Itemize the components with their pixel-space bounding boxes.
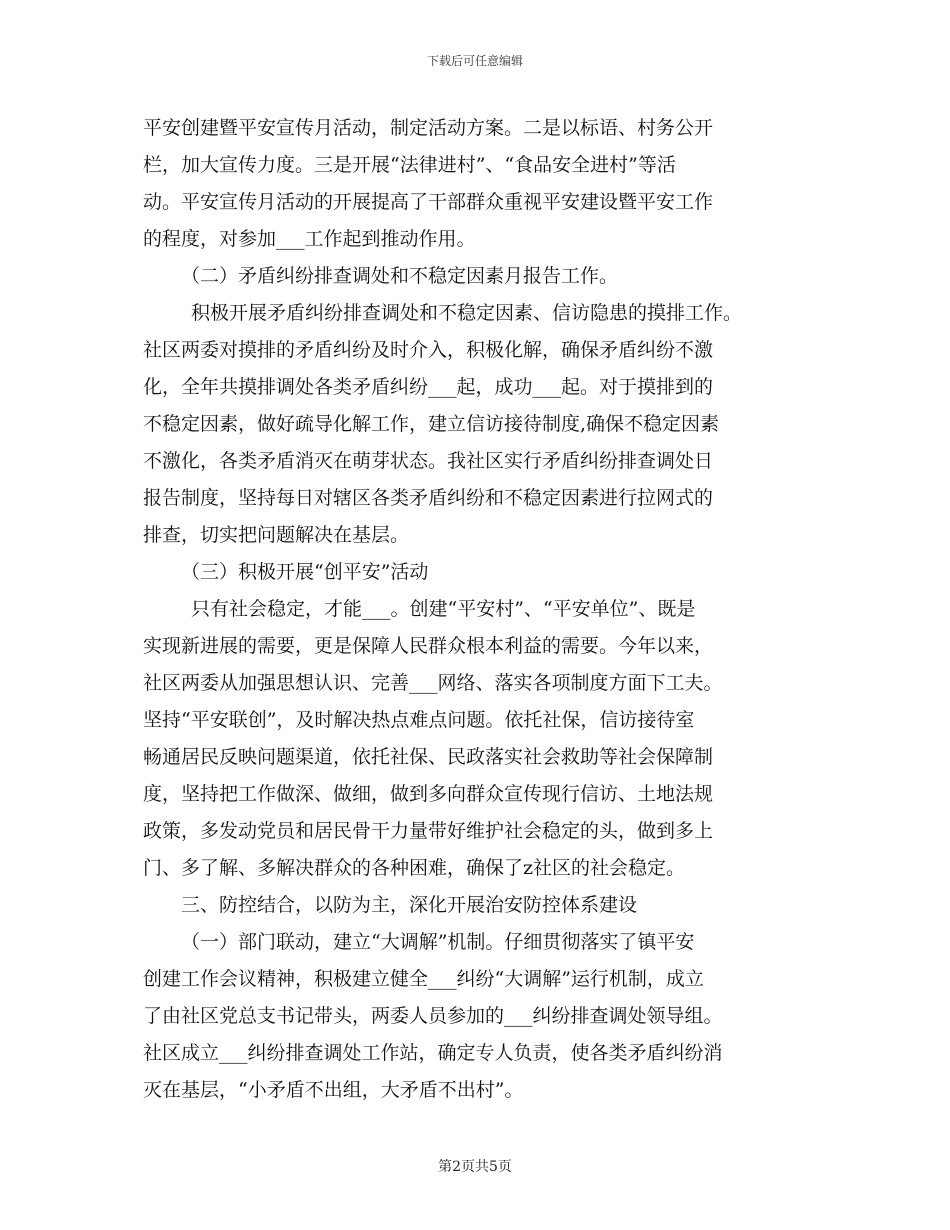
text-line: 社区两委对摸排的矛盾纠纷及时介入，积极化解，确保矛盾纠纷不激 — [143, 339, 714, 361]
subsection-heading: （一）部门联动，建立“大调解”机制。仔细贯彻落实了镇平安 — [181, 931, 695, 953]
page-number: 第2页共5页 — [438, 1159, 512, 1175]
text-line: 报告制度，坚持每日对辖区各类矛盾纠纷和不稳定因素进行拉网式的 — [143, 487, 714, 509]
text-line: 不激化，各类矛盾消灭在萌芽状态。我社区实行矛盾纠纷排查调处日 — [143, 450, 714, 472]
text-line: 积极开展矛盾纠纷排查调处和不稳定因素、信访隐患的摸排工作。 — [191, 302, 743, 324]
section-heading: （三）积极开展“创平安”活动 — [181, 561, 429, 583]
text-line: 社区成立___纠纷排查调处工作站，确定专人负责，使各类矛盾纠纷消 — [143, 1042, 723, 1064]
text-line: 坚持“平安联创”，及时解决热点难点问题。依托社保，信访接待室 — [143, 709, 695, 731]
text-line: 门、多了解、多解决群众的各种困难，确保了z社区的社会稳定。 — [143, 857, 686, 879]
text-line: 度，坚持把工作做深、做细，做到多向群众宣传现行信访、土地法规 — [143, 783, 714, 805]
text-line: 灭在基层，“小矛盾不出组，大矛盾不出村”。 — [143, 1079, 524, 1101]
text-line: 的程度，对参加___工作起到推动作用。 — [143, 228, 476, 250]
text-line: 创建工作会议精神，积极建立健全___纠纷“大调解”运行机制，成立 — [143, 968, 704, 990]
text-line: 排查，切实把问题解决在基层。 — [143, 524, 410, 546]
document-body — [143, 110, 821, 1109]
text-line: 平安创建暨平安宣传月活动，制定活动方案。二是以标语、村务公开 — [143, 117, 714, 139]
text-line: 政策，多发动党员和居民骨干力量带好维护社会稳定的头，做到多上 — [143, 820, 714, 842]
text-line: 社区两委从加强思想认识、完善___网络、落实各项制度方面下工夫。 — [143, 672, 723, 694]
page-header: 下载后可任意编辑 — [426, 54, 523, 68]
section-heading: 三、防控结合，以防为主，深化开展治安防控体系建设 — [181, 894, 638, 916]
text-line: 动。平安宣传月活动的开展提高了干部群众重视平安建设暨平安工作 — [143, 191, 714, 213]
text-line: 畅通居民反映问题渠道，依托社保、民政落实社会救助等社会保障制 — [143, 746, 714, 768]
text-line: 只有社会稳定，才能___。创建“平安村”、“平安单位”、既是 — [191, 598, 696, 620]
text-line: 不稳定因素，做好疏导化解工作，建立信访接待制度,确保不稳定因素 — [143, 413, 720, 435]
text-line: 栏，加大宣传力度。三是开展“法律进村”、“食品安全进村”等活 — [143, 154, 676, 176]
section-heading: （二）矛盾纠纷排查调处和不稳定因素月报告工作。 — [181, 265, 619, 287]
text-line: 化，全年共摸排调处各类矛盾纠纷___起，成功___起。对于摸排到的 — [143, 376, 714, 398]
text-line: 了由社区党总支书记带头，两委人员参加的___纠纷排查调处领导组。 — [143, 1005, 723, 1027]
text-line: 实现新进展的需要，更是保障人民群众根本利益的需要。今年以来， — [143, 635, 714, 657]
